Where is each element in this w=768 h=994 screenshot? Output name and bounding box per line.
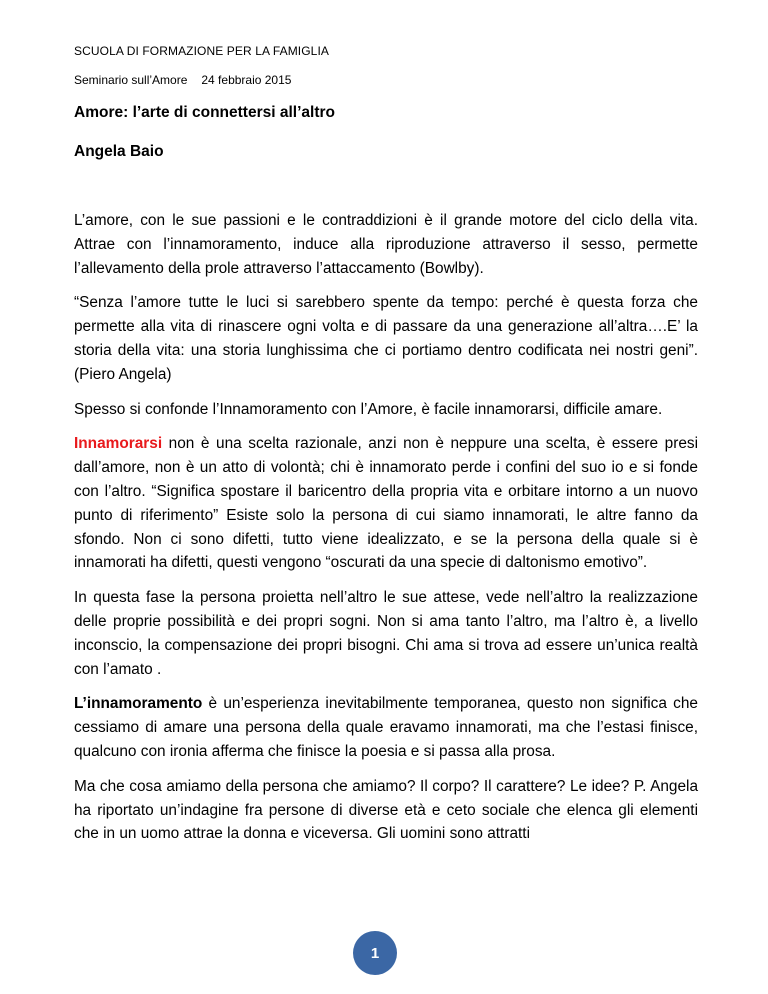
document-body (74, 209, 698, 857)
header-seminar: Seminario sull’Amore (74, 73, 188, 87)
document-author: Angela Baio (74, 143, 164, 160)
paragraph-1: L’amore, con le sue passioni e le contraddizioni è il grande motore del ciclo della vita. Attrae con l’innamoramento, induce alla riproduzione attraverso il sesso, permette l’allevamento della prole attraverso l’attaccamento (Bowlby). (74, 212, 698, 277)
paragraph-5: In questa fase la persona proietta nell’altro le sue attese, vede nell’altro la realizzazione delle proprie possibilità e dei propri sogni. Non si ama tanto l’altro, ma l’altro è, a livello inconscio, la compensazione dei propri bisogni. Chi ama si trova ad essere un’unica realtà con l’amato . (74, 589, 698, 678)
paragraph-2: “Senza l’amore tutte le luci si sarebbero spente da tempo: perché è questa forza che permette alla vita di rinascere ogni volta e di passare da una generazione all’altra….E’ la storia della vita: una storia lunghissima che ci portiamo dentro codificata nei nostri geni”. (Piero Angela) (74, 294, 698, 383)
header-seminar-line (74, 73, 291, 87)
page-number-badge: 1 (353, 931, 397, 975)
header-date: 24 febbraio 2015 (201, 73, 292, 87)
paragraph-6-text: è un’esperienza inevitabilmente temporanea, questo non significa che cessiamo di amare una persona della quale eravamo innamorati, ma che l’estasi finisce, qualcuno con ironia afferma che finisce la poesia e si passa alla prosa. (74, 695, 698, 760)
paragraph-4-text: non è una scelta razionale, anzi non è neppure una scelta, è essere presi dall’amore, non è un atto di volontà; chi è innamorato perde i confini del suo io e si fonde con l’altro. “Significa spostare il baricentro della propria vita e orbitare intorno a un nuovo punto di riferimento” Esiste solo la persona di cui siamo innamorati, le altre fanno da sfondo. Non ci sono difetti, tutto viene idealizzato, e se la persona della quale si è innamorati ha difetti, questi vengono “oscurati da una specie di daltonismo emotivo”. (74, 435, 698, 572)
paragraph-6 (74, 692, 698, 763)
paragraph-4 (74, 432, 698, 575)
paragraph-7: Ma che cosa amiamo della persona che amiamo? Il corpo? Il carattere? Le idee? P. Angela ha riportato un’indagine fra persone di diverse età e ceto sociale che elenca gli elementi che in un uomo attrae la donna e viceversa. Gli uomini sono attratti (74, 777, 698, 843)
document-title: Amore: l’arte di connettersi all’altro (74, 104, 335, 121)
highlight-innamorarsi: Innamorarsi (74, 435, 163, 453)
bold-innamoramento: L’innamoramento (74, 695, 203, 713)
paragraph-3: Spesso si confonde l’Innamoramento con l’Amore, è facile innamorarsi, difficile amare. (74, 400, 663, 418)
header-school: SCUOLA DI FORMAZIONE PER LA FAMIGLIA (74, 44, 329, 58)
